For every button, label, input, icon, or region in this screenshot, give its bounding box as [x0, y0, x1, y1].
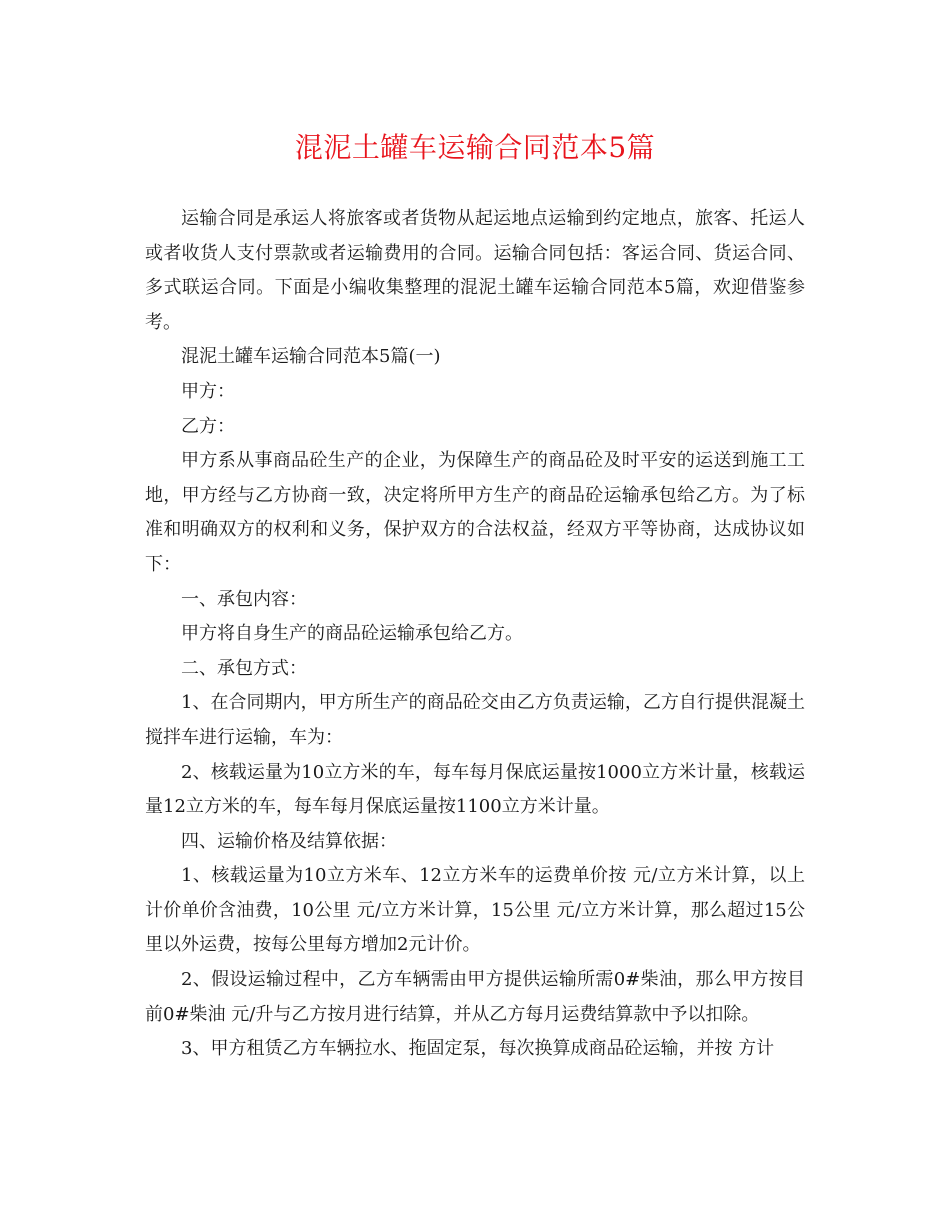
document-title: 混泥土罐车运输合同范本5篇 [294, 131, 656, 164]
clause-heading-4: 四、运输价格及结算依据： [181, 830, 397, 852]
section-heading: 混泥土罐车运输合同范本5篇(一) [181, 346, 441, 368]
clause-item-2-1: 1、在合同期内，甲方所生产的商品砼交由乙方负责运输，乙方自行提供混凝土搅拌车进行运输，车为： [145, 692, 805, 748]
party-b-line: 乙方： [181, 415, 235, 437]
intro-paragraph: 运输合同是承运人将旅客或者货物从起运地点运输到约定地点，旅客、托运人或者收货人支付票款或者运输费用的合同。运输合同包括：客运合同、货运合同、多式联运合同。下面是小编收集整理的混泥土罐车运输合同范本5篇，欢迎借鉴参考。 [145, 208, 805, 333]
clause-text-1: 甲方将自身生产的商品砼运输承包给乙方。 [181, 623, 523, 645]
document-body [145, 202, 805, 1067]
party-a-line: 甲方： [181, 380, 235, 402]
clause-item-4-1: 1、核载运量为10立方米车、12立方米车的运费单价按 元/立方米计算，以上计价单价含油费，10公里 元/立方米计算，15公里 元/立方米计算，那么超过15公里以外运费，按每公里每方增加2元计价。 [145, 865, 805, 956]
clause-item-4-2: 2、假设运输过程中，乙方车辆需由甲方提供运输所需0#柴油，那么甲方按目前0#柴油 元/升与乙方按月进行结算，并从乙方每月运费结算款中予以扣除。 [145, 969, 805, 1025]
preamble-paragraph: 甲方系从事商品砼生产的企业，为保障生产的商品砼及时平安的运送到施工工地，甲方经与乙方协商一致，决定将所甲方生产的商品砼运输承包给乙方。为了标准和明确双方的权利和义务，保护双方的合法权益，经双方平等协商，达成协议如下： [145, 450, 805, 575]
clause-item-4-3: 3、甲方租赁乙方车辆拉水、拖固定泵，每次换算成商品砼运输，并按 方计 [181, 1038, 775, 1060]
clause-heading-2: 二、承包方式： [181, 657, 307, 679]
clause-item-2-2: 2、核载运量为10立方米的车，每车每月保底运量按1000立方米计量，核载运量12立方米的车，每车每月保底运量按1100立方米计量。 [145, 761, 805, 818]
clause-heading-1: 一、承包内容： [181, 588, 307, 610]
